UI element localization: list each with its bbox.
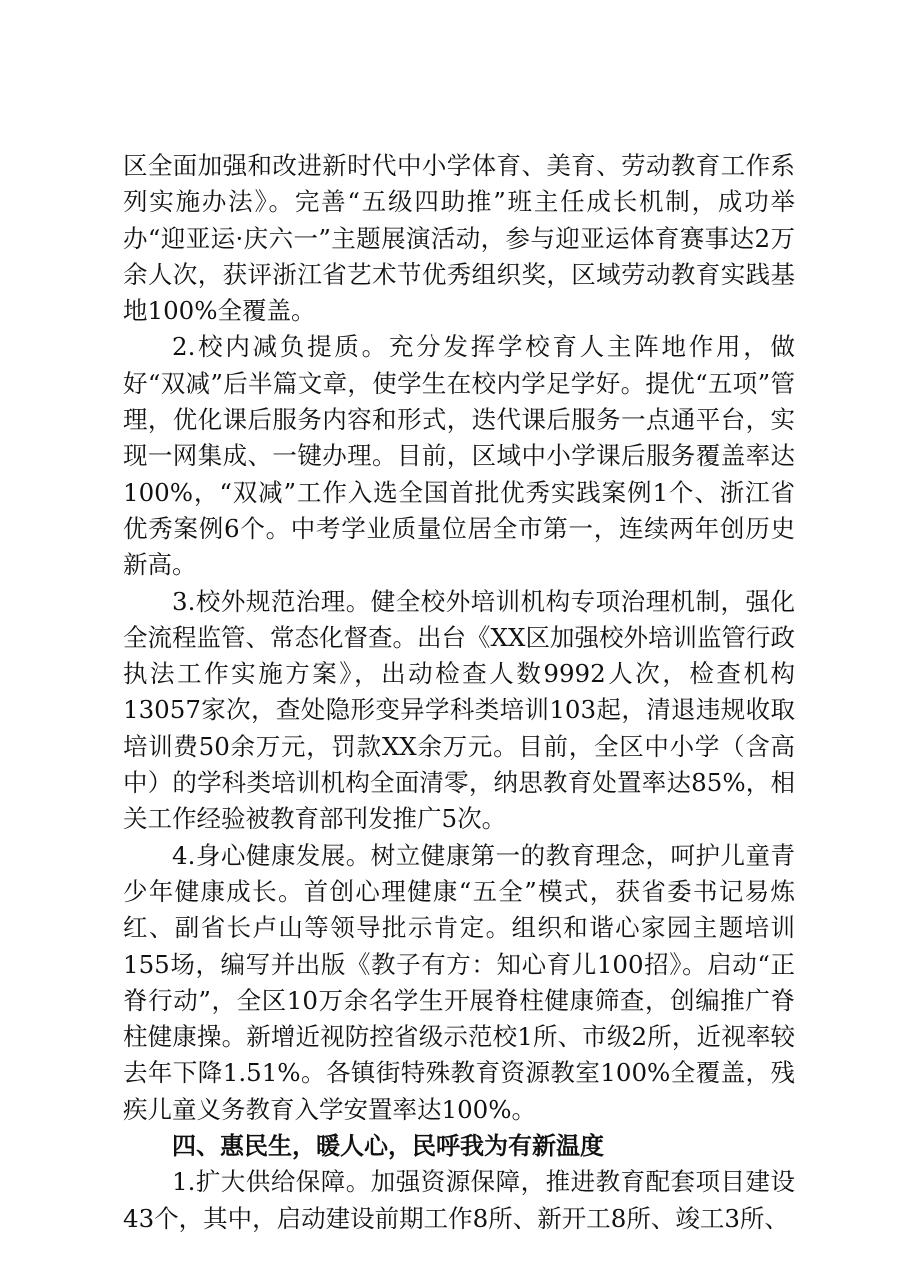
paragraph-continuation: 区全面加强和改进新时代中小学体育、美育、劳动教育工作系列实施办法》。完善“五级四助推”班主任成长机制，成功举办“迎亚运·庆六一”主题展演活动，参与迎亚运体育赛事达2万余人次，获评浙江省艺术节优秀组织奖，区域劳动教育实践基地100%全覆盖。 [123,151,795,326]
section-heading: 四、惠民生，暖人心，民呼我为有新温度 [172,1132,604,1161]
paragraph-health-development: 4.身心健康发展。树立健康第一的教育理念，呵护儿童青少年健康成长。首创心理健康“五全”模式，获省委书记易炼红、副省长卢山等领导批示肯定。组织和谐心家园主题培训155场，编写并出版《教子有方：知心育儿100招》。启动“正脊行动”，全区10万余名学生开展脊柱健康筛查，创编推广脊柱健康操。新增近视防控省级示范校1所、市级2所，近视率较去年下降1.51%。各镇街特殊教育资源教室100%全覆盖，残疾儿童义务教育入学安置率达100%。 [123,840,795,1124]
paragraph-reduce-burden: 2.校内减负提质。充分发挥学校育人主阵地作用，做好“双减”后半篇文章，使学生在校内学足学好。提优“五项”管理，优化课后服务内容和形式，迭代课后服务一点通平台，实现一网集成、一键办理。目前，区域中小学课后服务覆盖率达100%，“双减”工作入选全国首批优秀实践案例1个、浙江省优秀案例6个。中考学业质量位居全市第一，连续两年创历史新高。 [123,332,795,580]
paragraph-supply-guarantee: 1.扩大供给保障。加强资源保障，推进教育配套项目建设43个，其中，启动建设前期工作8所、新开工8所、竣工3所、 [123,1167,795,1233]
paragraph-offcampus-governance: 3.校外规范治理。健全校外培训机构专项治理机制，强化全流程监管、常态化督查。出台《XX区加强校外培训监管行政执法工作实施方案》，出动检查人数9992人次，检查机构13057家次，查处隐形变异学科类培训103起，清退违规收取培训费50余万元，罚款XX余万元。目前，全区中小学（含高中）的学科类培训机构全面清零，纳思教育处置率达85%，相关工作经验被教育部刊发推广5次。 [123,586,795,834]
document-body [123,148,795,1237]
